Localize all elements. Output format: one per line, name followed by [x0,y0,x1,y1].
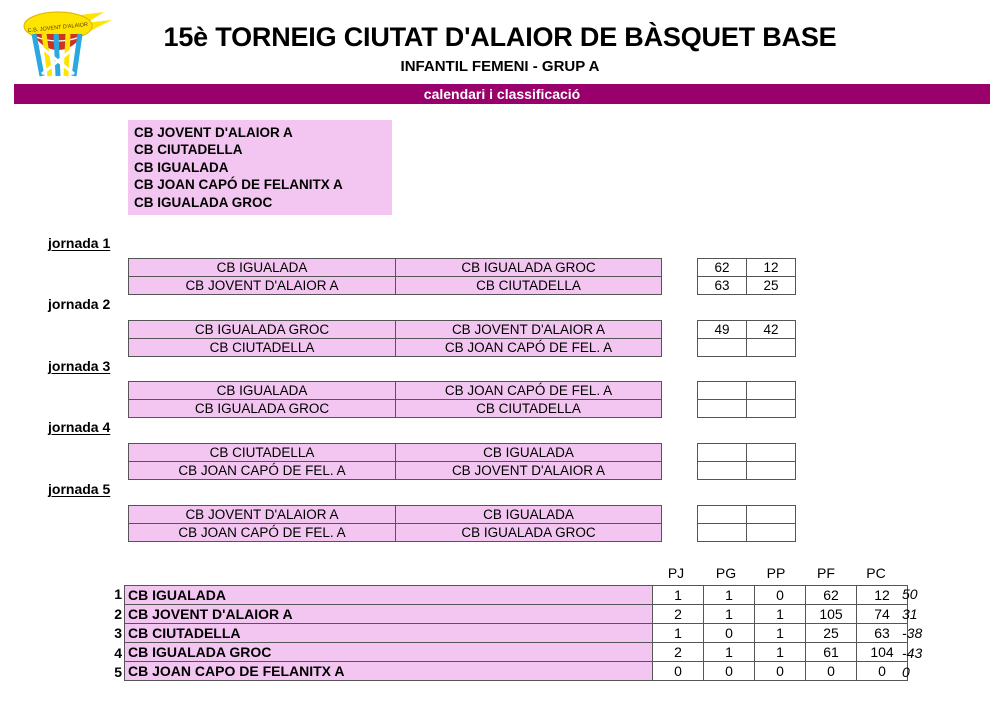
section-banner [14,84,990,104]
table-row [698,400,796,418]
cell-pg: 1 [704,605,755,624]
match-away-team: CB JOAN CAPÓ DE FEL. A [396,382,662,400]
score-away [747,524,796,542]
score-home: 63 [698,277,747,295]
table-row [129,339,662,357]
list-item: CB CIUTADELLA [134,142,243,158]
cell-pj: 1 [653,586,704,605]
table-row [698,277,796,295]
diff-value: 31 [902,605,918,622]
cell-pg: 1 [704,643,755,662]
jornada-label-1: jornada 1 [48,235,111,251]
table-row [125,605,908,624]
score-away: 25 [747,277,796,295]
table-row [698,506,796,524]
table-row [129,444,662,462]
page-subtitle: INFANTIL FEMENI - GRUP A [400,58,600,75]
table-row [125,643,908,662]
banner-label: calendari i classificació [423,86,581,102]
team-name: CB JOAN CAPO DE FELANITX A [125,662,653,681]
match-away-team: CB JOVENT D'ALAIOR A [396,462,662,480]
cell-pc: 104 [857,643,908,662]
table-row [129,400,662,418]
table-row [129,382,662,400]
cell-pc: 12 [857,586,908,605]
match-home-team: CB CIUTADELLA [129,444,396,462]
cell-pc: 63 [857,624,908,643]
match-away-team: CB CIUTADELLA [396,400,662,418]
classification-differences [900,585,940,683]
team-name: CB CIUTADELLA [125,624,653,643]
score-table-1 [697,258,796,295]
match-home-team: CB IGUALADA GROC [129,321,396,339]
team-name: CB IGUALADA GROC [125,643,653,662]
table-row [129,277,662,295]
cell-pf: 25 [806,624,857,643]
score-home [698,400,747,418]
table-row [698,321,796,339]
list-item: CB JOAN CAPÓ DE FELANITX A [134,177,343,193]
diff-value: 50 [902,586,918,602]
column-header-pc: PC [866,565,886,581]
column-header-pp: PP [766,565,786,581]
score-away: 42 [747,321,796,339]
team-list [128,120,392,215]
cell-pj: 2 [653,605,704,624]
match-table-3 [128,381,662,418]
jornada-label-2: jornada 2 [48,296,111,312]
cell-pp: 0 [755,586,806,605]
column-header-pj: PJ [667,565,685,581]
table-row [125,624,908,643]
svg-text:C.B. JOVENT D'ALAIOR: C.B. JOVENT D'ALAIOR [27,21,89,35]
score-away [747,400,796,418]
jornada-label-4: jornada 4 [48,419,111,435]
score-home: 62 [698,259,747,277]
score-table-4 [697,443,796,480]
jornada-label-5: jornada 5 [48,481,111,497]
score-home [698,382,747,400]
table-row [698,382,796,400]
rank-value: 4 [114,644,122,661]
classification-table [124,585,908,681]
score-away [747,382,796,400]
table-row [698,259,796,277]
table-row [129,321,662,339]
score-away: 12 [747,259,796,277]
classification-ranks [108,585,122,683]
table-row [698,339,796,357]
match-home-team: CB JOVENT D'ALAIOR A [129,277,396,295]
score-home [698,339,747,357]
page-title: 15è TORNEIG CIUTAT D'ALAIOR DE BÀSQUET BASE [163,22,837,52]
cell-pj: 0 [653,662,704,681]
match-home-team: CB JOAN CAPÓ DE FEL. A [129,462,396,480]
match-home-team: CB JOAN CAPÓ DE FEL. A [129,524,396,542]
score-home [698,444,747,462]
match-home-team: CB JOVENT D'ALAIOR A [129,506,396,524]
cell-pj: 1 [653,624,704,643]
score-home: 49 [698,321,747,339]
cell-pp: 1 [755,643,806,662]
cell-pg: 0 [704,624,755,643]
score-table-3 [697,381,796,418]
score-away [747,339,796,357]
list-item: CB JOVENT D'ALAIOR A [134,125,293,140]
team-name: CB JOVENT D'ALAIOR A [125,605,653,624]
classification-column-headers [0,565,1000,583]
match-table-1 [128,258,662,295]
score-home [698,462,747,480]
match-away-team: CB IGUALADA [396,444,662,462]
match-away-team: CB CIUTADELLA [396,277,662,295]
club-logo [12,4,122,80]
cell-pc: 0 [857,662,908,681]
match-table-4 [128,443,662,480]
cell-pp: 1 [755,624,806,643]
match-home-team: CB IGUALADA GROC [129,400,396,418]
cell-pf: 0 [806,662,857,681]
team-name: CB IGUALADA [125,586,653,605]
table-row [125,586,908,605]
table-row [698,462,796,480]
diff-value: -38 [902,625,923,642]
table-row [125,662,908,681]
score-home [698,524,747,542]
match-away-team: CB JOVENT D'ALAIOR A [396,321,662,339]
table-row [129,259,662,277]
score-away [747,444,796,462]
table-row [129,506,662,524]
jornada-label-3: jornada 3 [48,358,111,374]
cell-pf: 61 [806,643,857,662]
cell-pf: 105 [806,605,857,624]
match-home-team: CB CIUTADELLA [129,339,396,357]
match-home-team: CB IGUALADA [129,382,396,400]
match-table-2 [128,320,662,357]
match-away-team: CB JOAN CAPÓ DE FEL. A [396,339,662,357]
match-away-team: CB IGUALADA GROC [396,259,662,277]
table-row [698,444,796,462]
match-away-team: CB IGUALADA GROC [396,524,662,542]
cell-pj: 2 [653,643,704,662]
rank-value: 3 [114,625,122,642]
table-row [129,524,662,542]
cell-pp: 0 [755,662,806,681]
cell-pg: 0 [704,662,755,681]
list-item: CB IGUALADA [134,159,229,175]
diff-value: -43 [902,644,923,661]
cell-pf: 62 [806,586,857,605]
column-header-pg: PG [715,565,737,581]
match-away-team: CB IGUALADA [396,506,662,524]
match-table-5 [128,505,662,542]
cell-pp: 1 [755,605,806,624]
score-away [747,506,796,524]
cell-pc: 74 [857,605,908,624]
diff-value: 0 [902,664,910,681]
match-home-team: CB IGUALADA [129,259,396,277]
score-table-5 [697,505,796,542]
rank-value: 2 [114,605,122,622]
rank-value: 5 [114,664,122,681]
table-row [698,524,796,542]
rank-value: 1 [114,586,122,602]
column-header-pf: PF [817,565,835,581]
table-row [129,462,662,480]
list-item: CB IGUALADA GROC [134,194,273,210]
score-home [698,506,747,524]
score-away [747,462,796,480]
cell-pg: 1 [704,586,755,605]
score-table-2 [697,320,796,357]
